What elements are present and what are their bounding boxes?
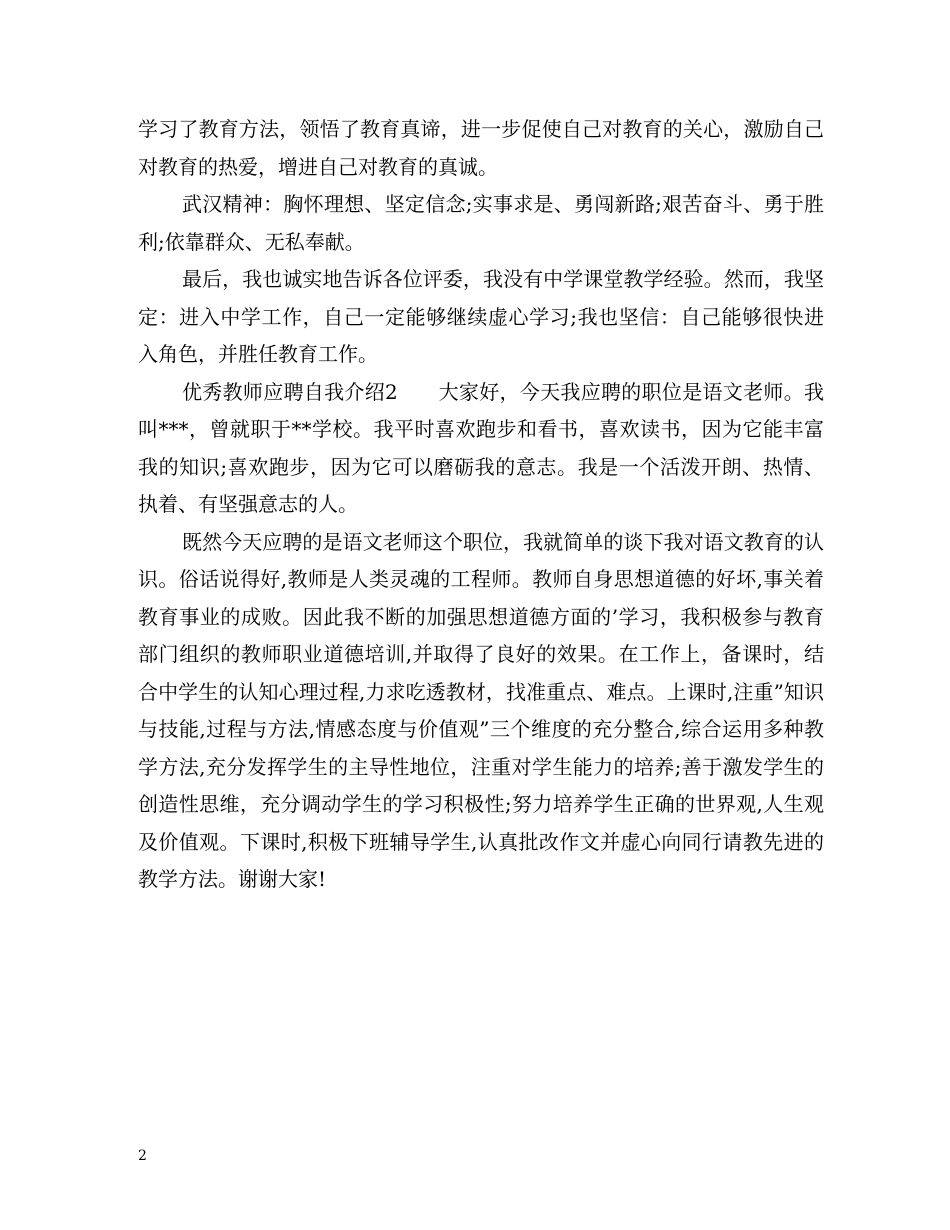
paragraph-wuhan-spirit: 武汉精神：胸怀理想、坚定信念;实事求是、勇闯新路;艰苦奋斗、勇于胜利;依靠群众、无私奉献。 (138, 192, 824, 254)
page-number: 2 (138, 1148, 147, 1164)
paragraph-conclusion: 最后，我也诚实地告诉各位评委，我没有中学课堂教学经验。然而，我坚定：进入中学工作，自己一定能够继续虚心学习;我也坚信：自己能够很快进入角色，并胜任教育工作。 (138, 267, 824, 366)
paragraph-continuation: 学习了教育方法，领悟了教育真谛，进一步促使自己对教育的关心，激励自己对教育的热爱，增进自己对教育的真诚。 (138, 117, 824, 179)
paragraph-self-introduction-2: 优秀教师应聘自我介绍2 大家好，今天我应聘的职位是语文老师。我叫***，曾就职于**学校。我平时喜欢跑步和看书，喜欢读书，因为它能丰富我的知识;喜欢跑步，因为它可以磨砺我的意志。我是一个活泼开朗、热情、执着、有坚强意志的人。 (138, 379, 824, 516)
paragraph-chinese-teaching: 既然今天应聘的是语文老师这个职位，我就简单的谈下我对语文教育的认识。俗话说得好,教师是人类灵魂的工程师。教师自身思想道德的好坏,事关着教育事业的成败。因此我不断的加强思想道德方面的’学习，我积极参与教育部门组织的教师职业道德培训,并取得了良好的效果。在工作上，备课时，结合中学生的认知心理过程,力求吃透教材，找准重点、难点。上课时,注重”知识与技能,过程与方法,情感态度与价值观”三个维度的充分整合,综合运用多种教学方法,充分发挥学生的主导性地位，注重对学生能力的培养;善于激发学生的创造性思维，充分调动学生的学习积极性;努力培养学生正确的世界观,人生观及价值观。下课时,积极下班辅导学生,认真批改作文并虚心向同行请教先进的教学方法。谢谢大家! (138, 529, 824, 891)
document-body (138, 111, 824, 899)
